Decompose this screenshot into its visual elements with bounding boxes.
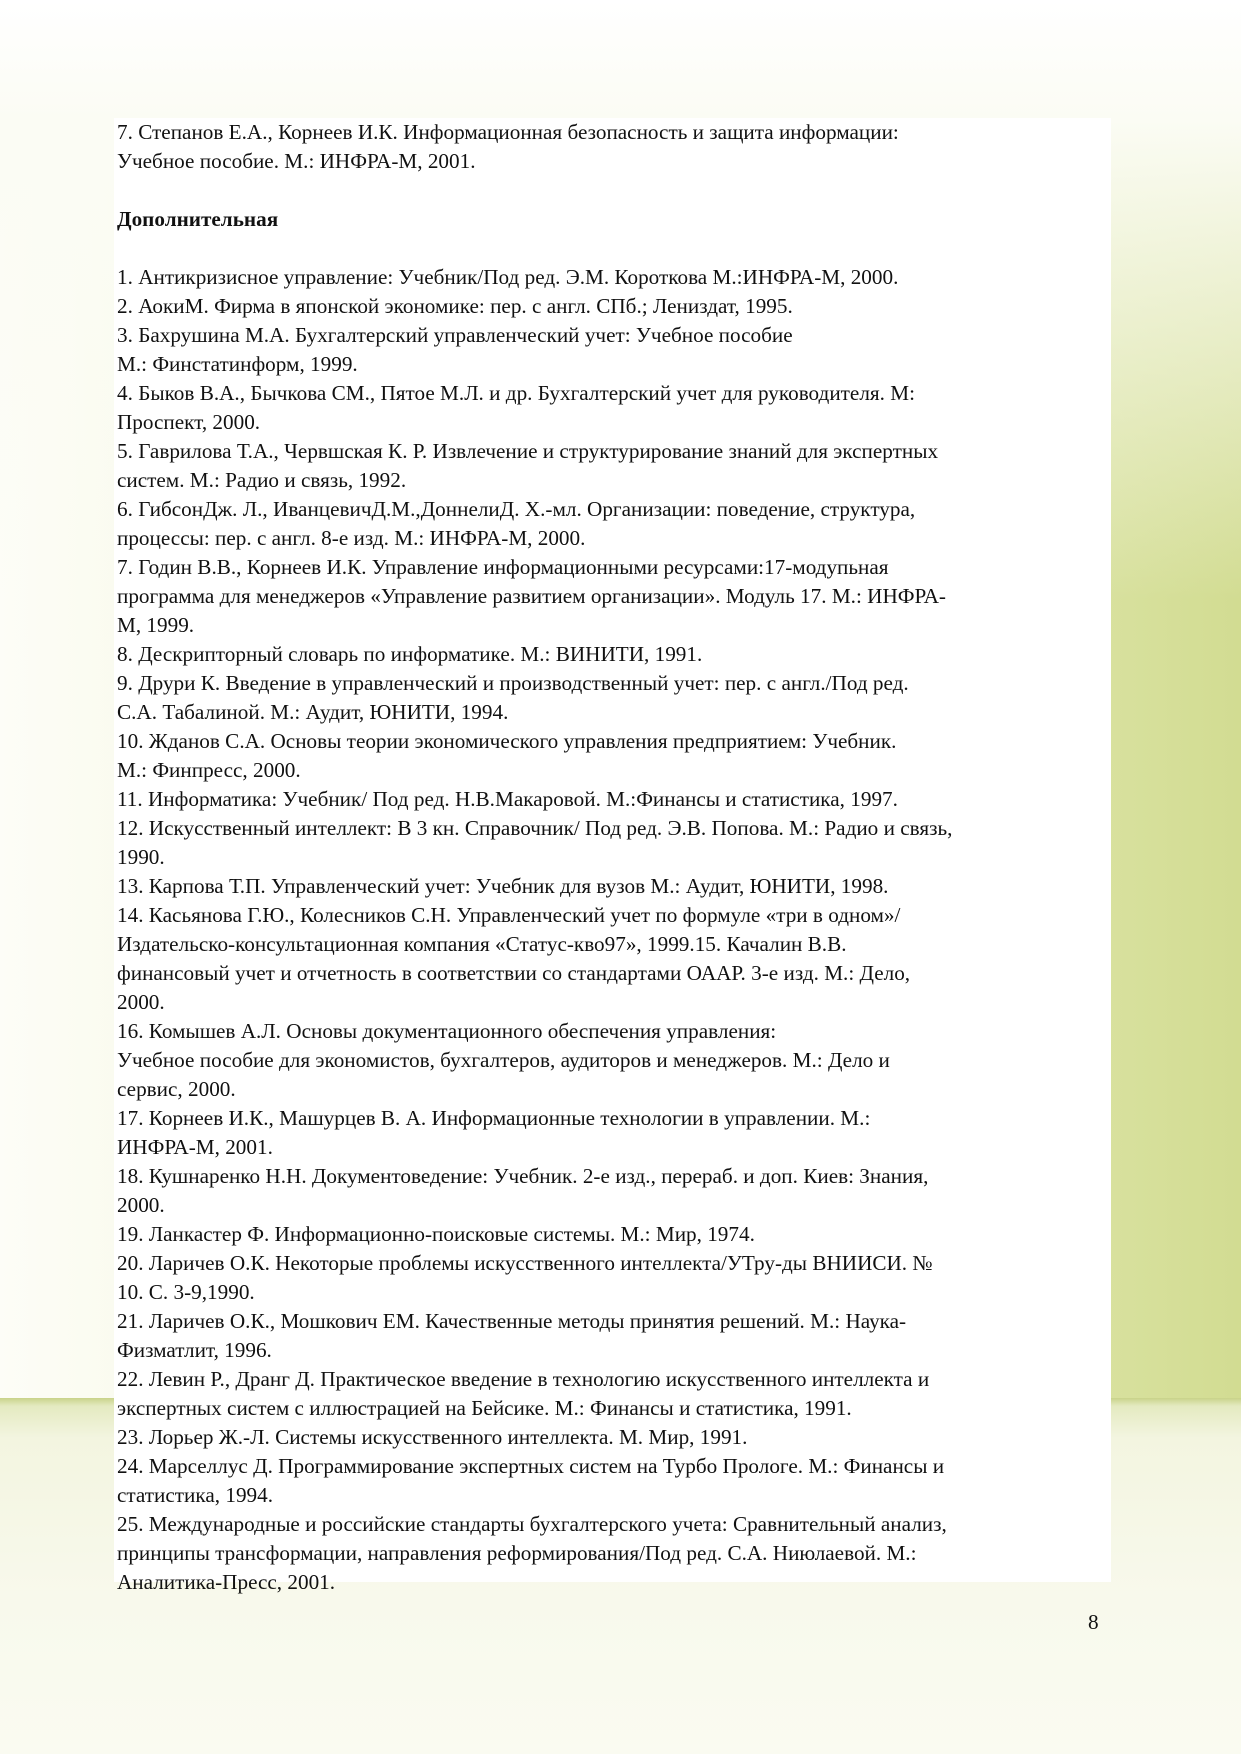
reference-line: программа для менеджеров «Управление развитием организации». Модуль 17. М.: ИНФРА- [117, 584, 946, 608]
reference-line: С.А. Табалиной. М.: Аудит, ЮНИТИ, 1994. [117, 700, 509, 724]
section-heading: Дополнительная [117, 207, 279, 231]
reference-line: сервис, 2000. [117, 1077, 236, 1101]
reference-line: 16. Комышев А.Л. Основы документационного обеспечения управления: [117, 1019, 777, 1043]
reference-line: 13. Карпова Т.П. Управленческий учет: Учебник для вузов М.: Аудит, ЮНИТИ, 1998. [117, 874, 889, 898]
reference-line: статистика, 1994. [117, 1483, 274, 1507]
reference-line: 23. Лорьер Ж.-Л. Системы искусственного интеллекта. М. Мир, 1991. [117, 1425, 748, 1449]
reference-line: 6. ГибсонДж. Л., ИванцевичД.М.,ДоннелиД. Х.-мл. Организации: поведение, структура, [117, 497, 916, 521]
reference-list [117, 263, 1111, 1597]
reference-line: М, 1999. [117, 613, 195, 637]
reference-line: 17. Корнеев И.К., Машурцев В. А. Информационные технологии в управлении. М.: [117, 1106, 871, 1130]
reference-line: 1. Антикризисное управление: Учебник/Под ред. Э.М. Короткова М.:ИНФРА-М, 2000. [117, 265, 899, 289]
reference-line: 14. Касьянова Г.Ю., Колесников С.Н. Управленческий учет по формуле «три в одном»/ [117, 903, 901, 927]
reference-line: систем. М.: Радио и связь, 1992. [117, 468, 407, 492]
reference-line: 25. Международные и российские стандарты бухгалтерского учета: Сравнительный анализ, [117, 1512, 947, 1536]
reference-line: 20. Ларичев О.К. Некоторые проблемы искусственного интеллекта/УТру-ды ВНИИСИ. № [117, 1251, 933, 1275]
reference-line: Проспект, 2000. [117, 410, 261, 434]
reference-line: 5. Гаврилова Т.А., Червшская К. Р. Извлечение и структурирование знаний для экспертных [117, 439, 939, 463]
reference-line: Физматлит, 1996. [117, 1338, 272, 1362]
reference-line: 2. АокиМ. Фирма в японской экономике: пер. с англ. СПб.; Лениздат, 1995. [117, 294, 793, 318]
reference-line: 1990. [117, 845, 165, 869]
reference-line: 12. Искусственный интеллект: В 3 кн. Справочник/ Под ред. Э.В. Попова. М.: Радио и связь, [117, 816, 953, 840]
reference-line: 19. Ланкастер Ф. Информационно-поисковые системы. М.: Мир, 1974. [117, 1222, 755, 1246]
intro-entry [117, 118, 1111, 176]
reference-line: М.: Финпресс, 2000. [117, 758, 301, 782]
reference-line: 24. Марселлус Д. Программирование экспертных систем на Турбо Прологе. М.: Финансы и [117, 1454, 945, 1478]
reference-line: 4. Быков В.А., Бычкова СМ., Пятое М.Л. и др. Бухгалтерский учет для руководителя. М: [117, 381, 915, 405]
spacer [117, 234, 1111, 263]
reference-line: 2000. [117, 1193, 165, 1217]
reference-line: 18. Кушнаренко Н.Н. Документоведение: Учебник. 2-е изд., перераб. и доп. Киев: Знания, [117, 1164, 929, 1188]
intro-line: Учебное пособие. М.: ИНФРА-М, 2001. [117, 149, 476, 173]
reference-line: 21. Ларичев О.К., Мошкович ЕМ. Качественные методы принятия решений. М.: Наука- [117, 1309, 907, 1333]
reference-line: экспертных систем с иллюстрацией на Бейсике. М.: Финансы и статистика, 1991. [117, 1396, 852, 1420]
reference-line: 9. Друри К. Введение в управленческий и производственный учет: пер. с англ./Под ред. [117, 671, 909, 695]
reference-line: 8. Дескрипторный словарь по информатике. М.: ВИНИТИ, 1991. [117, 642, 703, 666]
page-number: 8 [1088, 1610, 1099, 1634]
intro-line: 7. Степанов Е.А., Корнеев И.К. Информационная безопасность и защита информации: [117, 120, 899, 144]
reference-line: 3. Бахрушина М.А. Бухгалтерский управленческий учет: Учебное пособие [117, 323, 793, 347]
reference-line: М.: Финстатинформ, 1999. [117, 352, 358, 376]
reference-line: 22. Левин Р., Дранг Д. Практическое введение в технологию искусственного интеллекта и [117, 1367, 930, 1391]
reference-line: финансовый учет и отчетность в соответствии со стандартами ОААР. 3-е изд. М.: Дело, [117, 961, 911, 985]
spacer [117, 176, 1111, 205]
reference-line: Учебное пособие для экономистов, бухгалтеров, аудиторов и менеджеров. М.: Дело и [117, 1048, 890, 1072]
reference-line: процессы: пер. с англ. 8-е изд. М.: ИНФРА-М, 2000. [117, 526, 586, 550]
reference-line: 7. Годин В.В., Корнеев И.К. Управление информационными ресурсами:17-модупьная [117, 555, 889, 579]
reference-line: 11. Информатика: Учебник/ Под ред. Н.В.Макаровой. М.:Финансы и статистика, 1997. [117, 787, 898, 811]
bibliography-content [117, 118, 1111, 1597]
reference-line: 10. С. 3-9,1990. [117, 1280, 255, 1304]
reference-line: Аналитика-Пресс, 2001. [117, 1570, 336, 1594]
reference-line: ИНФРА-М, 2001. [117, 1135, 273, 1159]
reference-line: Издательско-консультационная компания «Статус-кво97», 1999.15. Качалин В.В. [117, 932, 847, 956]
reference-line: принципы трансформации, направления реформирования/Под ред. С.А. Ниюлаевой. М.: [117, 1541, 917, 1565]
reference-line: 10. Жданов С.А. Основы теории экономического управления предприятием: Учебник. [117, 729, 897, 753]
reference-line: 2000. [117, 990, 165, 1014]
